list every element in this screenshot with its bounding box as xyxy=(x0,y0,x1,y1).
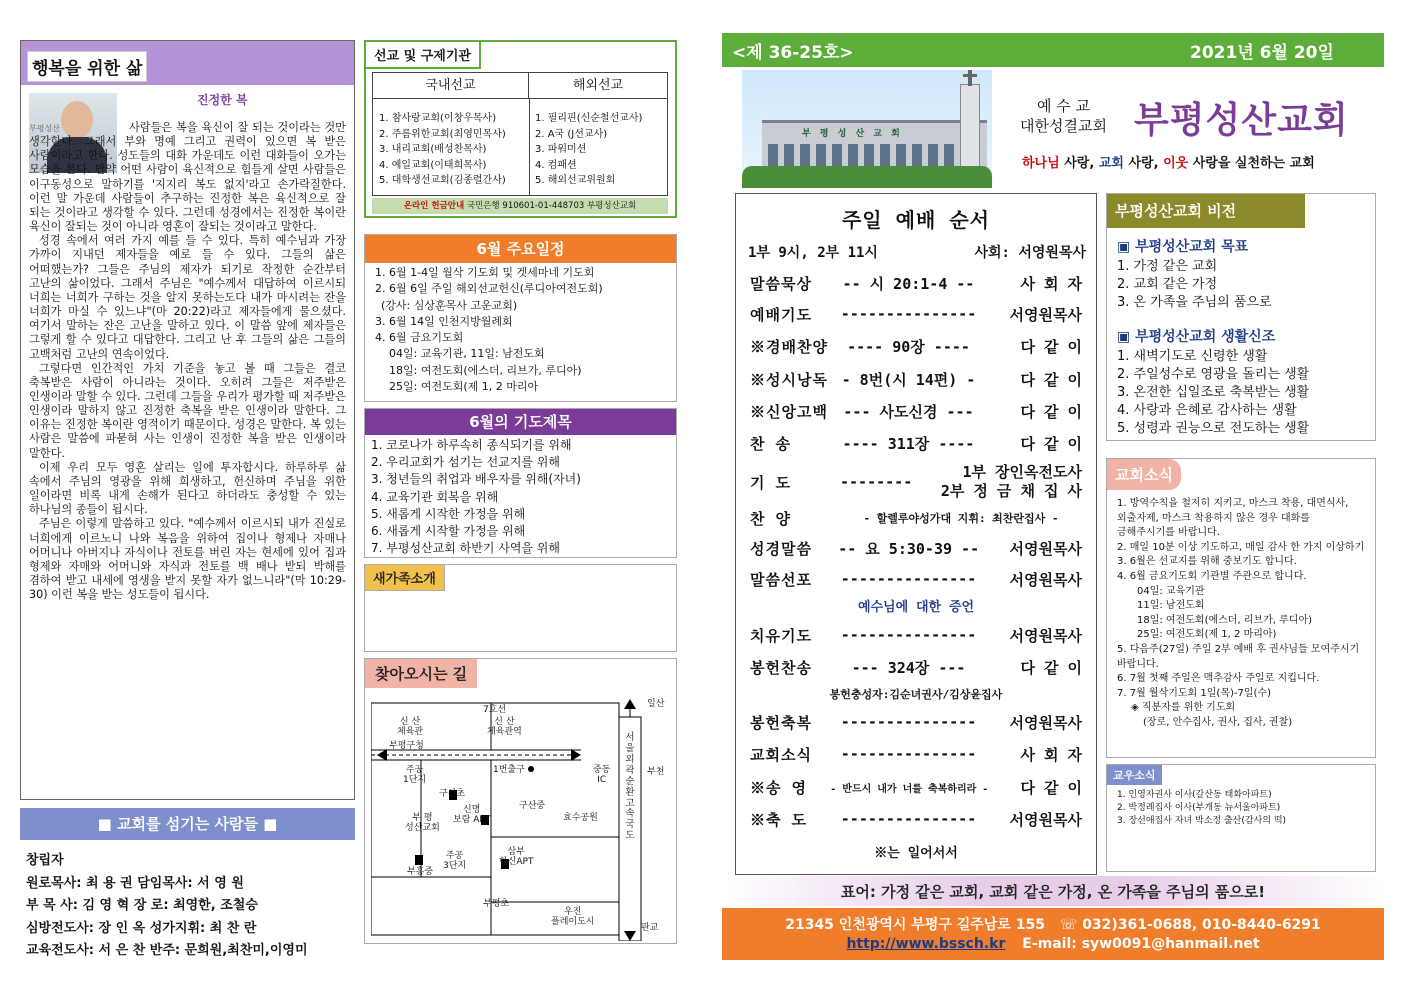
map-label: 주공 1단지 xyxy=(403,765,427,786)
worship-moderator: 사회: 서영원목사 xyxy=(974,245,1086,261)
worship-title: 주일 예배 순서 xyxy=(841,208,990,232)
order-row xyxy=(750,301,1082,327)
order-row xyxy=(750,333,1082,359)
news-header: 교회소식 xyxy=(1107,459,1181,490)
prayer-leader: 1부 장인옥전도사 xyxy=(962,463,1082,481)
list-item: 3. 6월 14일 인천지방월례회 xyxy=(375,314,513,328)
map-label: 신 산 체육관역 xyxy=(487,717,522,738)
essay-body xyxy=(29,121,346,602)
vision-header: 부평성산교회 비전 xyxy=(1107,194,1305,228)
list-item: 11일: 남전도회 xyxy=(1137,600,1205,612)
mission-table xyxy=(372,72,668,196)
directions-header: 찾아오시는 길 xyxy=(365,659,477,688)
creed-title: ▣ 부평성산교회 생활신조 xyxy=(1117,329,1276,345)
list-item: 5. 성령과 권능으로 전도하는 생활 xyxy=(1117,421,1310,436)
list-item: 2. A국 (J선교사) xyxy=(535,128,608,140)
list-item: (장로, 안수집사, 권사, 집사, 권찰) xyxy=(1143,716,1293,728)
essay-paragraph: 그렇다면 인간적인 가치 기준을 놓고 볼 때 그들은 결코 축복받은 사람이 아니라는 것이다. 오히려 그들은 저주받은 인생이라 말할 수 있다. 그런데 그들을 우리가 평가할 때 저주받은 인생이라 말하지 않고 진정한 축복을 받은 인생이라 말한다. 그 이유는 진정한 복이란 영적이기 때문이다. 성경은 말한다. 복 있는 사람은 말씀에 파묻혀 사는 인생이 진정한 복을 받은 인생이라 말한다. xyxy=(29,361,346,460)
order-mid: -- 요 5:30-39 -- xyxy=(838,539,980,558)
order-mid: - 반드시 내가 너를 축복하리라 - xyxy=(830,783,989,795)
goal-list xyxy=(1117,258,1272,312)
list-item: (강사: 심상훈목사 고운교회) xyxy=(381,298,518,312)
essay-paragraph: 성경 속에서 여러 가지 예를 들 수 있다. 특히 예수님과 가장 가까이 지내던 제자들을 예로 들 수 있다. 그들의 삶은 어떠했는가? 그들은 주님의 제자가 되기로 작정한 순간부터 고난의 삶이었다. 그래서 주님은 "예수께서 대답하여 이르시되 너희는 너희가 구하는 것을 알지 못하는도다 내가 마시려는 잔을 너희가 마실 수 있느냐"(마 20:22)라고 제자들에게 물으셨다. 여기서 말하는 잔은 고난을 말하고 있다. 이 말씀 앞에 제자들은 그렇게 할 수 있다고 대답한다. 그리고 난 후 그들의 삶은 그들의 고백처럼 고난의 연속이었다. xyxy=(29,234,346,361)
map-label: 일산 xyxy=(647,699,665,709)
order-mid: --------------- xyxy=(840,305,977,323)
map-label: 구산초 xyxy=(439,789,466,799)
list-item: 2. 교회 같은 가정 xyxy=(1117,277,1218,292)
order-key: 치유기도 xyxy=(750,626,812,645)
order-key: 기 도 xyxy=(750,473,792,492)
order-row-prayer xyxy=(750,462,1082,502)
list-item: ◈ 직분자를 위한 기도회 xyxy=(1131,702,1236,714)
list-item: 1. 방역수칙을 철저히 지키고, 마스크 착용, 대면식사, 외출자제, 마스크 착용하지 않은 경우 대화를 금해주시기를 바랍니다. xyxy=(1117,498,1349,539)
map-label: 부 평 성산교회 xyxy=(405,813,440,834)
order-right xyxy=(910,463,1082,501)
order-right: 다 같 이 xyxy=(1020,434,1082,453)
essay-paragraph: 이제 우리 모두 영혼 살리는 일에 투자합시다. 하루하루 삶 속에서 주님의 영광을 위해 희생하고, 헌신하며 주님을 위한 일이라면 비록 내게 손해가 된다고 하더라도 충성할 수 있는 하나님의 종들이 됩시다. xyxy=(29,460,346,517)
list-item: 5. 새롭게 시작한 가정을 위해 xyxy=(371,506,526,521)
list-item: 2. 6월 6일 주일 해외선교헌신(루디아여전도회) xyxy=(375,282,603,296)
list-item: 2. 주일성수로 영광을 돌리는 생활 xyxy=(1117,367,1310,382)
slogan-part: 사랑을 실천하는 교회 xyxy=(1192,156,1315,171)
offering-label: 온라인 헌금안내 xyxy=(403,201,465,211)
goal-title: ▣ 부평성산교회 목표 xyxy=(1117,239,1249,255)
order-row xyxy=(750,774,1082,800)
newfamily-header: 새가족소개 xyxy=(365,565,445,591)
list-item: 4. 예일교회(이태희목사) xyxy=(379,159,487,171)
members-header: 교우소식 xyxy=(1107,765,1162,785)
creed-list xyxy=(1117,348,1309,438)
map-label: 주공 3단지 xyxy=(443,851,467,872)
issue-number: <제 36-25호> xyxy=(732,43,854,63)
news-box xyxy=(1106,458,1376,758)
map-label: 중동 IC xyxy=(593,765,611,786)
order-mid: -------- xyxy=(840,473,913,491)
list-item: 1. 참사랑교회(이창우목사) xyxy=(379,113,497,124)
church-building-image xyxy=(742,70,992,188)
order-row xyxy=(750,709,1082,735)
vision-box xyxy=(1106,193,1376,441)
map-label: 7호선 xyxy=(483,705,507,715)
map-label: 1번출구 xyxy=(493,765,525,775)
order-mid: --------------- xyxy=(840,745,977,763)
list-item: 5. 다음주(27일) 주일 2부 예배 후 권사님들 모여주시기 바랍니다. xyxy=(1117,643,1360,670)
essay-paragraph: 주님은 이렇게 말씀하고 있다. "예수께서 이르시되 내가 진실로 너희에게 이르노니 나와 복음을 위하여 집이나 형제나 자매나 어머니나 아버지나 자식이나 전토를 버린 자는 현세에 있어 집과 형제와 자매와 어머니와 자식과 전토를 백 배나 받되 박해를 겸하여 받고 내세에 영생을 받지 못할 자가 없느니라"(막 10:29-30) 이런 복을 받는 성도들이 됩시다. xyxy=(29,517,346,602)
order-row xyxy=(750,566,1082,592)
order-row xyxy=(750,622,1082,648)
stand-note: ※는 일어서서 xyxy=(874,846,958,861)
footer xyxy=(722,908,1384,960)
map-label: 서울외곽순환고속국도 xyxy=(625,732,635,842)
order-right: 다 같 이 xyxy=(1020,370,1082,389)
order-row xyxy=(750,741,1082,767)
newfamily-box xyxy=(364,564,677,652)
list-item: 3. 온전한 십일조로 축복받는 생활 xyxy=(1117,385,1310,400)
list-item: 18일: 여전도회(에스더, 리브가, 루디아) xyxy=(389,363,582,377)
list-item: 3. 장선애집사 자녀 박소정 출산(감사의 떡) xyxy=(1117,816,1287,826)
order-right: 서영원목사 xyxy=(1009,570,1082,589)
denomination xyxy=(1020,96,1107,136)
map-label: 신 산 체육관 xyxy=(397,717,424,738)
order-key: 교회소식 xyxy=(750,745,812,764)
list-item: 6. 새롭게 시작할 가정을 위해 xyxy=(371,524,526,539)
servant-line: 창립자 xyxy=(26,853,64,868)
list-item: 7. 부평성산교회 하반기 사역을 위해 xyxy=(371,541,560,556)
news-list xyxy=(1117,497,1369,731)
servant-line: 원로목사: 최 용 권 담임목사: 서 영 원 xyxy=(26,875,244,891)
list-item: 5. 해외선교위원회 xyxy=(535,175,616,186)
mission-box xyxy=(364,40,677,218)
offering-account: 국민은행 910601-01-448703 부평성산교회 xyxy=(466,201,637,211)
order-right: 다 같 이 xyxy=(1020,402,1082,421)
denomination-line: 예 수 교 xyxy=(1036,97,1090,115)
order-key: ※송 영 xyxy=(750,778,808,797)
list-item: 2. 우리교회가 섬기는 선교지를 위해 xyxy=(371,455,560,470)
denomination-line: 대한성결교회 xyxy=(1020,117,1107,135)
slogan-part: 이웃 xyxy=(1163,156,1189,171)
schedule-box xyxy=(364,234,677,402)
servants-header: ■ 교회를 섬기는 사람들 ■ xyxy=(20,808,355,840)
domestic-list xyxy=(379,111,506,189)
list-item: 1. 코로나가 하루속히 종식되기를 위해 xyxy=(371,438,572,452)
map-label: 부평구청 xyxy=(389,741,424,751)
church-name: 부평성산교회 xyxy=(1134,99,1349,141)
list-item: 3. 온 가족을 주님의 품으로 xyxy=(1117,295,1272,310)
offering-singers: 봉헌충성자:김순녀권사/김상윤집사 xyxy=(829,688,1003,701)
order-mid: --- 324장 --- xyxy=(851,658,966,677)
list-item: 25일: 여전도회(제 1, 2 마리아) xyxy=(1137,629,1277,641)
list-item: 25일: 여전도회(제 1, 2 마리아 xyxy=(389,380,539,394)
order-mid: ---- 90장 ---- xyxy=(847,337,970,356)
order-key: 말씀선포 xyxy=(750,570,812,589)
order-right: 다 같 이 xyxy=(1020,337,1082,356)
order-row xyxy=(750,398,1082,424)
order-key: 찬 양 xyxy=(750,509,792,528)
list-item: 4. 6월 금요기도회 xyxy=(375,331,464,345)
order-key: 성경말씀 xyxy=(750,539,812,558)
prayer-header: 6월의 기도제목 xyxy=(365,409,676,435)
prayer-box xyxy=(364,408,677,558)
order-row xyxy=(750,270,1082,296)
list-item: 4. 컴패션 xyxy=(535,159,577,171)
order-key: 봉헌찬송 xyxy=(750,658,812,677)
directions-box xyxy=(364,658,677,944)
cross-icon xyxy=(968,70,972,86)
order-right: 서영원목사 xyxy=(1009,713,1082,732)
list-item: 04일: 교육기관 xyxy=(1137,585,1205,597)
slogan-part: 사랑, xyxy=(1064,156,1099,171)
domestic-title: 국내선교 xyxy=(373,73,529,99)
order-row xyxy=(750,430,1082,456)
footer-line-1 xyxy=(722,914,1384,934)
church-slogan xyxy=(1022,152,1315,171)
list-item: 3. 6월은 선교지를 위해 중보기도 합니다. xyxy=(1117,556,1297,568)
order-mid: -- 시 20:1-4 -- xyxy=(842,274,975,293)
homepage-link[interactable]: http://www.bssch.kr xyxy=(846,936,1006,952)
order-right: 서영원목사 xyxy=(1009,305,1082,324)
order-key: ※신앙고백 xyxy=(750,402,828,421)
map-label: 부흥중 xyxy=(407,867,434,877)
worship-times: 1부 9시, 2부 11시 xyxy=(748,245,878,261)
order-key: 봉헌축복 xyxy=(750,713,812,732)
list-item: 2. 매일 10분 이상 기도하고, 매일 감사 한 가지 이상하기 xyxy=(1117,541,1365,553)
slogan-part: 교회 xyxy=(1098,156,1124,171)
list-item: 2. 박정례집사 이사(부개동 뉴서울아파트) xyxy=(1117,803,1281,813)
list-item: 4. 사랑과 은혜로 감사하는 생활 xyxy=(1117,403,1297,418)
motto: 표어: 가정 같은 교회, 교회 같은 가정, 온 가족을 주님의 품으로! xyxy=(840,883,1266,901)
list-item: 7. 7월 월삭기도회 1일(목)-7일(수) xyxy=(1117,687,1271,699)
order-mid: --------------- xyxy=(840,570,977,588)
order-right: 서영원목사 xyxy=(1009,626,1082,645)
order-right: 사 회 자 xyxy=(1020,745,1082,764)
servant-line: 교육전도사: 서 은 찬 반주: 문희원,최찬미,이영미 xyxy=(26,943,308,958)
table-divider xyxy=(529,99,530,195)
order-mid: --- 사도신경 --- xyxy=(843,402,974,421)
list-item: 4. 6월 금요기도회 기관별 주관으로 합니다. xyxy=(1117,570,1307,582)
order-key: 말씀묵상 xyxy=(750,274,812,293)
cross-bar xyxy=(963,74,977,77)
order-key: ※축 도 xyxy=(750,810,808,829)
order-right: 서영원목사 xyxy=(1009,539,1082,558)
list-item: 3. 청년들의 취업과 배우자를 위해(자녀) xyxy=(371,472,581,487)
map-label: 삼부 한신APT xyxy=(499,847,534,868)
worship-box xyxy=(735,193,1097,875)
order-row xyxy=(750,505,1082,531)
list-item: 6. 7월 첫째 주일은 맥추감사 주일로 지킵니다. xyxy=(1117,673,1320,685)
map-label: 판교 xyxy=(641,923,659,933)
order-key: 예배기도 xyxy=(750,305,812,324)
list-item: 1. 필리핀(신순철선교사) xyxy=(535,113,643,124)
slogan-part: 하나님 xyxy=(1022,156,1060,171)
order-right: 다 같 이 xyxy=(1020,658,1082,677)
issue-date: 2021년 6월 20일 xyxy=(1190,43,1334,63)
essay-title: 진정한 복 xyxy=(197,93,248,107)
order-right: 다 같 이 xyxy=(1020,778,1082,797)
list-item: 4. 교육기관 회복을 위해 xyxy=(371,489,499,504)
list-item: 5. 대학생선교회(김종렬간사) xyxy=(379,175,506,186)
order-row xyxy=(750,806,1082,832)
order-mid: --------------- xyxy=(840,626,977,644)
schedule-list xyxy=(375,265,603,395)
order-right: 서영원목사 xyxy=(1009,810,1082,829)
list-item: 3. 내리교회(배성찬목사) xyxy=(379,144,487,155)
schedule-header: 6월 주요일정 xyxy=(365,235,676,263)
essay-header-title: 행복을 위한 삶 xyxy=(27,51,147,82)
order-mid: ---- 311장 ---- xyxy=(842,434,975,453)
footer-address: 21345 인천광역시 부평구 길주남로 155 xyxy=(785,917,1045,933)
footer-email[interactable]: E-mail: syw0091@hanmail.net xyxy=(1022,936,1260,952)
mission-header: 선교 및 구제기관 xyxy=(364,40,481,69)
map-label: 효수공원 xyxy=(563,813,598,823)
building-sign: 부 평 성 산 교 회 xyxy=(802,129,903,139)
map-label: 우진 플레이도시 xyxy=(551,907,595,928)
servants-list xyxy=(26,850,356,963)
order-row xyxy=(750,366,1082,392)
servant-line: 부 목 사: 김 영 혁 장 로: 최영한, 조철승 xyxy=(26,898,258,913)
order-key: 찬 송 xyxy=(750,434,792,453)
map-label: 신명 보람 APT xyxy=(453,805,491,826)
list-item: 1. 새벽기도로 신령한 생활 xyxy=(1117,349,1268,364)
map-label: 부천 xyxy=(647,767,665,777)
list-item: 04일: 교육기관, 11일: 남전도회 xyxy=(389,347,545,361)
map-label: 부평초 xyxy=(483,899,510,909)
members-box xyxy=(1106,764,1376,872)
members-list xyxy=(1117,789,1286,828)
list-item: 2. 주름위한교회(최영민목사) xyxy=(379,128,506,140)
list-item: 1. 인영자권사 이사(갈산동 태화아파트) xyxy=(1117,790,1272,800)
order-key: ※경배찬양 xyxy=(750,337,828,356)
prayer-leader: 2부 정 금 채 집 사 xyxy=(940,482,1082,500)
list-item: 1. 가정 같은 교회 xyxy=(1117,259,1218,274)
trees xyxy=(742,166,992,188)
essay-box xyxy=(20,40,355,800)
order-mid: - 할렐루야성가대 지휘: 최찬란집사 - xyxy=(863,512,1059,525)
slogan-part: 사랑, xyxy=(1128,156,1164,171)
sermon-title: 예수님에 대한 증언 xyxy=(857,600,975,615)
footer-phone: ☏ 032)361-0688, 010-8440-6291 xyxy=(1059,917,1321,933)
order-mid: --------------- xyxy=(840,810,977,828)
list-item: 1. 6월 1-4일 월삭 기도회 및 겟세마네 기도회 xyxy=(375,266,595,279)
order-mid: --------------- xyxy=(840,713,977,731)
order-row xyxy=(750,654,1082,680)
overseas-title: 해외선교 xyxy=(529,73,667,99)
map-label: 구산중 xyxy=(519,801,546,811)
prayer-list xyxy=(371,437,581,557)
order-right: 사 회 자 xyxy=(1020,274,1082,293)
footer-line-2 xyxy=(722,936,1384,952)
list-item: 3. 파워미션 xyxy=(535,144,587,155)
map xyxy=(371,697,671,941)
essay-paragraph: 사람들은 복을 육신이 잘 되는 것이라는 것만 생각한다. 그래서 부와 명예 그리고 권력이 있으면 복 받은 사람이라고 한다. 성도들의 대화 가운데도 이런 대화들이 오가는 모습을 본다. 만약 어떤 사람이 육신적으로 힘들게 살면 사람들은 이구동성으로 말하기를 '지지리 복도 없지'라고 손가락질한다. 이런 말 가운데 사람들이 추구하는 진정한 복은 육신적으로 잘 되는 것이라고 생각할 수 있다. 그런데 성경에서는 진정한 복이란 육신이 잘되는 것이 아니라 영혼이 잘되는 것이라고 말한다. xyxy=(29,121,346,234)
order-mid: - 8번(시 14편) - xyxy=(841,370,976,389)
servant-line: 심방전도사: 장 인 옥 성가지휘: 최 찬 란 xyxy=(26,920,257,936)
list-item: 18일: 여전도회(에스더, 리브가, 루디아) xyxy=(1137,614,1313,626)
photo-caption: 부평성산 xyxy=(29,124,60,133)
offering-info xyxy=(372,198,668,214)
order-key: ※성시낭독 xyxy=(750,370,828,389)
overseas-list xyxy=(535,111,642,189)
order-row xyxy=(750,535,1082,561)
